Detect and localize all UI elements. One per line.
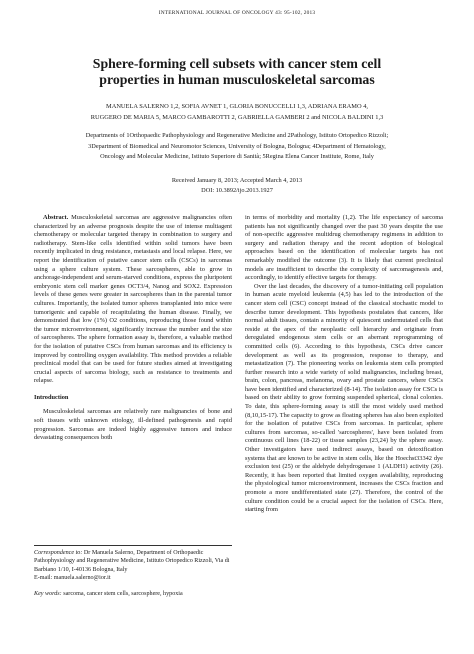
keywords: [34, 590, 232, 598]
correspondence-text: Dr Manuela Salerno, Department of Orthopaedic Pathophysiology and Regenerative Medicine, Istituto Ortopedico Rizzoli, Via di Barbiano 1/10, I-40136 Bologna, Italy: [34, 550, 230, 573]
journal-header: INTERNATIONAL JOURNAL OF ONCOLOGY 43: 95-102, 2013: [158, 10, 316, 16]
keywords-text: sarcoma, cancer stem cells, sarcosphere, hypoxia: [63, 590, 183, 597]
abstract-label: Abstract.: [43, 214, 69, 221]
received-accepted-dates: Received January 8, 2013; Accepted March 4, 2013: [171, 177, 303, 184]
right-paragraph-1: in terms of morbidity and mortality (1,2). The life expectancy of sarcoma patients has not significantly changed over the past 30 years despite the use of non-specific aggressive multidrug chemotherapy regimens in addition to surgery and radiation therapy and the recent adoption of biological approaches based on the identification of molecular targets has not remarkably modified the outcome (3). It is likely that current preclinical models are insufficient to describe the complexity of sarcomagenesis and, accordingly, to identify effective targets for therapy.: [245, 214, 443, 282]
affiliation-line-3: Oncology and Molecular Medicine, Istituto Superiore di Sanità; 5Regina Elena Cancer Institute, Rome, Italy: [100, 153, 374, 161]
author-line-1: MANUELA SALERNO 1,2, SOFIA AVNET 1, GLORIA BONUCCELLI 1,3, ADRIANA ERAMO 4,: [106, 103, 368, 110]
title-line-2: properties in human musculoskeletal sarcomas: [99, 72, 375, 87]
correspondence: [34, 549, 232, 574]
left-column: [34, 214, 232, 443]
introduction-paragraph: Musculoskeletal sarcomas are relatively rare malignancies of bone and soft tissues with unknown etiology, ill-defined pathogenesis and rapid progression. Sarcomas are indeed highly aggressive tumors and induce devastating consequences both: [34, 408, 232, 442]
paper-title: [40, 56, 434, 88]
right-paragraph-2: Over the last decades, the discovery of a tumor-initiating cell population in human acute myeloid leukemia (4,5) has led to the introduction of the cancer stem cell (CSC) concept instead of the classical stochastic model to describe tumor development. This hypothesis postulates that cancers, like normal adult tissues, contain a minority of quiescent undermutated cells that reside at the apex of the neoplastic cell hierarchy and originate from deregulated endogenous stem cells or an aberrant reprogramming of committed cells (6). According to this hypothesis, CSCs drive cancer development as well as its progression, response to therapy, and metastatization (7). The pioneering works on leukemia stem cells prompted further research into a wide variety of solid malignancies, including breast, brain, colon, pancreas, melanoma, ovary and prostate cancers, where CSCs have been identified and characterized (8-14). The isolation assay for CSCs is based on their ability to grow forming suspended spherical, clonal colonies. To date, this sphere-forming assay is still the most widely used method (8,10,15-17). The capacity to grow as floating spheres has also been exploited for the isolation of putative CSCs from sarcomas. In particular, sphere cultures from sarcomas, so-called 'sarcospheres', have been isolated from continuous cell lines (18-22) or tissue samples (23,24) by the sphere assay. Other investigators have used indirect assays, based on detoxification systems that are known to be active in stem cells, like the Hoechst33342 dye exclusion test (25) or the aldehyde dehydrogenase 1 (ALDH1) activity (26). Recently, it has been reported that limited oxygen availability, reproducing the physiological tumor microenvironment, increases the CSCs fraction and promote a more undifferentiated state (27). Therefore, the control of the culture condition could be a crucial aspect for the isolation of CSCs. Here, starting from: [245, 282, 443, 514]
abstract-text: Musculoskeletal sarcomas are aggressive malignancies often characterized by an adverse prognosis despite the use of intense multiagent chemotherapy or molecular targeted therapy in combination to surgery and radiotherapy. Stem-like cells identified within solid tumors have been recently implicated in drug resistance, metastasis and local relapse. Here, we report the identification of putative cancer stem cells (CSCs) in sarcomas using a sphere culture system. These sarcospheres, able to grow in anchorage-independent and serum-starved conditions, express the pluripotent embryonic stem cell marker genes OCT3/4, Nanog and SOX2. Expression levels of these genes were greater in sarcospheres than in the parental tumor cultures. Importantly, the isolated tumor spheres transplanted into mice were tumorigenic and capable of recapitulating the human disease. Finally, we demonstrated that low (1%) O2 conditions, reproducing those found within the tumor microenvironment, significantly increase the number and the size of sarcospheres. The sphere formation assay is, therefore, a valuable method for the isolation of putative CSCs from human sarcomas and its efficiency is improved by controlling oxygen availability. This method provides a reliable preclinical model that can be used for future studies aimed at investigating crucial aspects of sarcoma biology, such as resistance to treatments and relapse.: [34, 214, 232, 385]
affiliation-line-1: Departments of 1Orthopaedic Pathophysiology and Regenerative Medicine and 2Pathology, Istituto Ortopedico Rizzoli;: [85, 132, 389, 139]
correspondence-label: Correspondence to:: [34, 550, 83, 556]
right-column: [245, 214, 443, 515]
correspondence-email: E-mail: manuela.salerno@ior.it: [34, 575, 111, 582]
keywords-label: Key words:: [34, 590, 62, 597]
publication-dates: [40, 176, 434, 196]
affiliations: [34, 131, 440, 163]
author-list: [40, 101, 434, 123]
abstract: [34, 214, 232, 386]
doi: DOI: 10.3892/ijo.2013.1927: [201, 187, 273, 194]
affiliation-line-2: 3Department of Biomedical and Neuromotor Sciences, University of Bologna, Bologna; 4Department of Hematology,: [88, 142, 386, 150]
footnote-block: [34, 545, 232, 598]
author-line-2: RUGGERO DE MARIA 5, MARCO GAMBAROTTI 2, GABRIELLA GAMBERI 2 and NICOLA BALDINI 1,3: [90, 114, 384, 121]
introduction-heading: Introduction: [34, 393, 69, 401]
title-line-1: Sphere-forming cell subsets with cancer stem cell: [92, 56, 382, 71]
